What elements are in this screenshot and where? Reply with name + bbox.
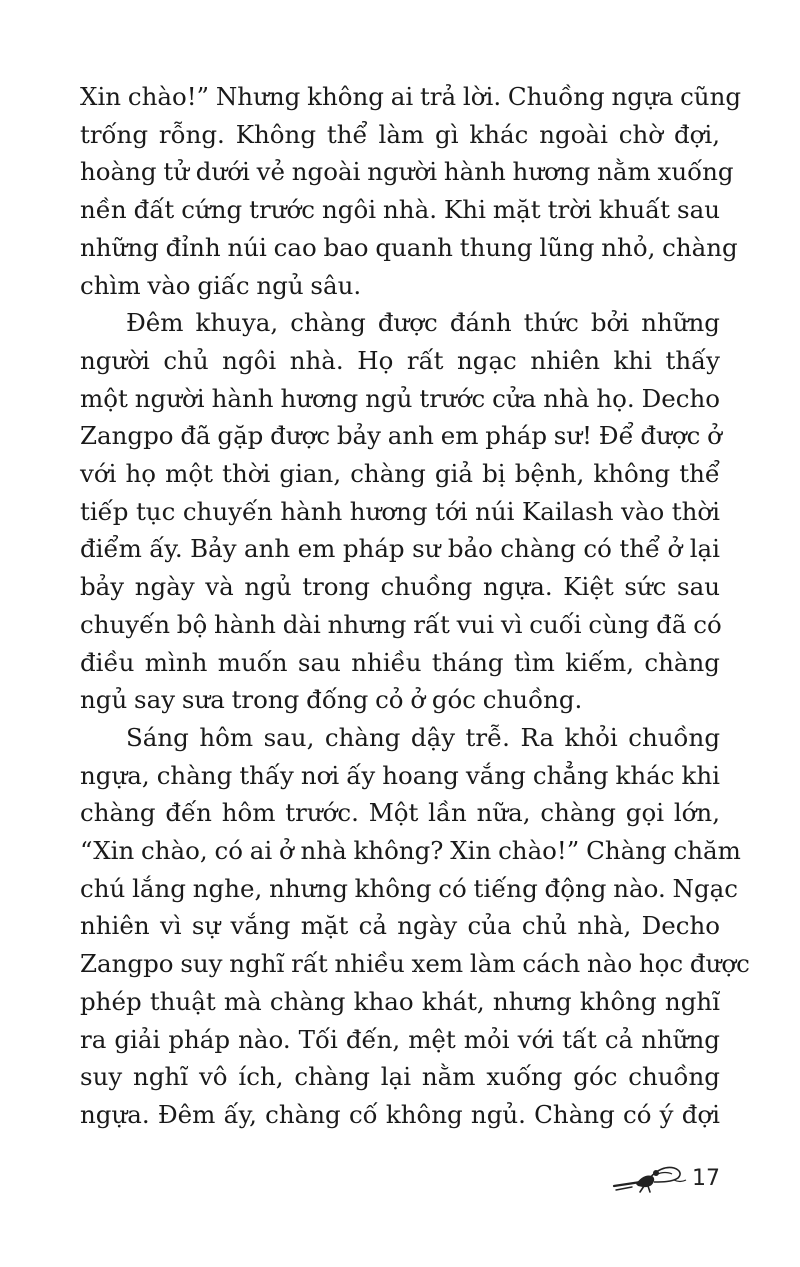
text-line: suy nghĩ vô ích, chàng lại nằm xuống góc chuồng — [80, 1062, 720, 1092]
text-line: ra giải pháp nào. Tối đến, mệt mỏi với tất cả những — [80, 1024, 720, 1054]
text-line: điều mình muốn sau nhiều tháng tìm kiếm, chàng — [80, 647, 720, 677]
text-line: “Xin chào, có ai ở nhà không? Xin chào!” Chàng chăm — [80, 836, 741, 866]
text-line: những đỉnh núi cao bao quanh thung lũng nhỏ, chàng — [80, 232, 738, 262]
paragraph-2 — [80, 304, 720, 719]
text-line: hoàng tử dưới vẻ ngoài người hành hương nằm xuống — [80, 157, 734, 187]
text-line: Zangpo suy nghĩ rất nhiều xem làm cách nào học được — [80, 949, 750, 979]
paragraph-1 — [80, 78, 742, 304]
page-body — [80, 78, 750, 1134]
text-line: ngựa, chàng thấy nơi ấy hoang vắng chẳng khác khi — [80, 760, 720, 790]
text-line: nền đất cứng trước ngôi nhà. Khi mặt trời khuất sau — [80, 195, 720, 225]
text-line: bảy ngày và ngủ trong chuồng ngựa. Kiệt sức sau — [80, 572, 720, 602]
text-line: ngủ say sưa trong đống cỏ ở góc chuồng. — [80, 685, 583, 715]
flying-figure-ornament-icon — [610, 1160, 688, 1196]
text-line: một người hành hương ngủ trước cửa nhà họ. Decho — [80, 383, 720, 413]
text-line: Đêm khuya, chàng được đánh thức bởi những — [126, 308, 720, 338]
text-line: trống rỗng. Không thể làm gì khác ngoài chờ đợi, — [80, 119, 720, 149]
text-line: chàng đến hôm trước. Một lần nữa, chàng gọi lớn, — [80, 798, 720, 828]
text-line: ngựa. Đêm ấy, chàng cố không ngủ. Chàng có ý đợi — [80, 1099, 720, 1129]
text-line: chuyến bộ hành dài nhưng rất vui vì cuối cùng đã có — [80, 609, 722, 639]
text-line: phép thuật mà chàng khao khát, nhưng không nghĩ — [80, 986, 720, 1016]
text-line: chú lắng nghe, nhưng không có tiếng động nào. Ngạc — [80, 873, 738, 903]
text-line: tiếp tục chuyến hành hương tới núi Kailash vào thời — [80, 496, 720, 526]
text-line: chìm vào giấc ngủ sâu. — [80, 270, 362, 300]
text-line: với họ một thời gian, chàng giả bị bệnh, không thể — [80, 459, 720, 489]
text-line: Sáng hôm sau, chàng dậy trễ. Ra khỏi chuồng — [126, 722, 720, 752]
page-footer — [610, 1160, 720, 1196]
paragraph-3 — [80, 719, 750, 1134]
text-line: nhiên vì sự vắng mặt cả ngày của chủ nhà, Decho — [80, 911, 720, 941]
text-line: người chủ ngôi nhà. Họ rất ngạc nhiên khi thấy — [80, 345, 720, 375]
text-line: Zangpo đã gặp được bảy anh em pháp sư! Để được ở — [80, 421, 722, 451]
text-line: điểm ấy. Bảy anh em pháp sư bảo chàng có thể ở lại — [80, 534, 720, 564]
text-line: Xin chào!” Nhưng không ai trả lời. Chuồng ngựa cũng — [80, 82, 742, 111]
page-number: 17 — [692, 1165, 720, 1191]
